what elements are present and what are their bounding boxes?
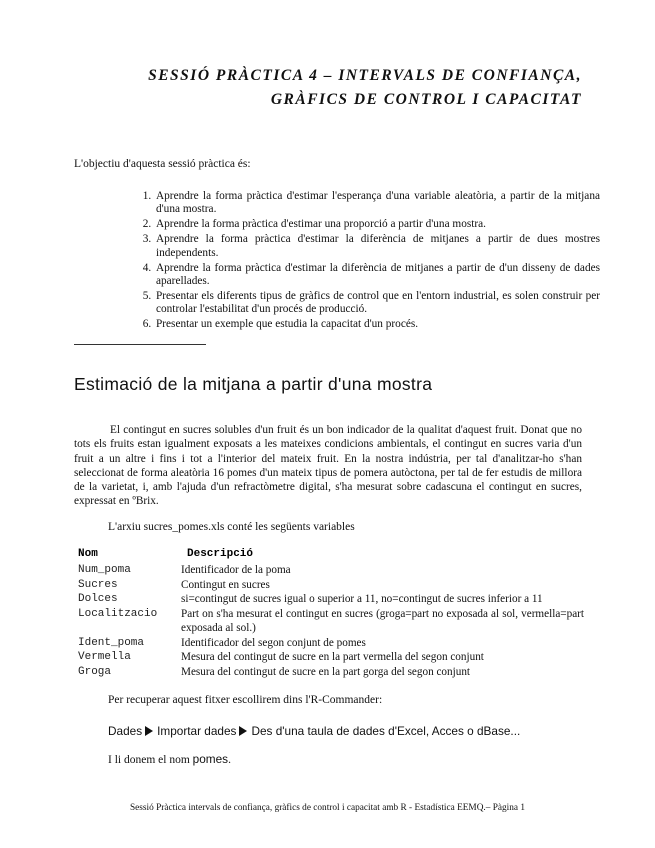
variable-description: Identificador del segon conjunt de pomes <box>181 636 366 649</box>
objective-item: 3. Aprendre la forma pràctica d'estimar la diferència de mitjanes a partir de dues mostres independents. <box>154 233 600 260</box>
variable-description: Part on s'ha mesurat el contingut en sucres (groga=part no exposada al sol, vermella=part exposada al sol.) <box>181 607 584 634</box>
dataset-name: pomes <box>192 752 229 766</box>
intro-text: L'objectiu d'aquesta sessió pràctica és: <box>74 158 251 170</box>
arrow-right-icon <box>239 726 247 736</box>
variable-description: Contingut en sucres <box>181 578 270 591</box>
section-heading: Estimació de la mitjana a partir d'una mostra <box>74 374 433 394</box>
table-row <box>78 636 584 651</box>
variables-table <box>78 547 584 679</box>
table-row <box>78 578 584 593</box>
dataset-name-prefix: I li donem el nom <box>108 754 193 766</box>
table-row <box>78 650 584 665</box>
recover-instruction: Per recuperar aquest fitxer escollirem dins l'R-Commander: <box>108 694 383 706</box>
table-row <box>78 607 584 636</box>
variable-name: Localitzacio <box>78 607 158 620</box>
variable-description: Mesura del contingut de sucre en la part gorga del segon conjunt <box>181 665 471 678</box>
page-footer: Sessió Pràctica intervals de confiança, gràfics de control i capacitat amb R - Estadística EEMQ.– Pàgina 1 <box>130 803 525 813</box>
variable-description: si=contingut de sucres igual o superior a 11, no=contingut de sucres inferior a 11 <box>181 593 543 605</box>
variable-description: Identificador de la poma <box>181 564 291 576</box>
variable-name: Groga <box>78 665 112 678</box>
objective-item: 4. Aprendre la forma pràctica d'estimar la diferència de mitjanes a partir de d'un disseny de dades aparellades. <box>154 262 600 289</box>
objective-item: 5. Presentar els diferents tipus de gràfics de control que en l'entorn industrial, es solen construir per controlar l'estabilitat d'un procés de producció. <box>154 290 600 317</box>
table-row <box>78 665 584 680</box>
objective-item: 1. Aprendre la forma pràctica d'estimar l'esperança d'una variable aleatòria, a partir de la mitjana d'una mostra. <box>154 190 600 217</box>
dataset-name-suffix: . <box>228 754 231 766</box>
dataset-name-line <box>108 752 231 766</box>
variable-name: Ident_poma <box>78 636 145 649</box>
header-description: Descripció <box>187 548 254 560</box>
table-row <box>78 563 584 578</box>
menu-path <box>108 724 520 738</box>
variables-table-header <box>78 547 584 563</box>
menu-step-dades: Dades <box>108 724 143 738</box>
arrow-right-icon <box>145 726 153 736</box>
objective-item: 2. Aprendre la forma pràctica d'estimar una proporció a partir d'una mostra. <box>154 218 600 231</box>
variable-name: Sucres <box>78 578 118 591</box>
variable-name: Dolces <box>78 593 118 605</box>
objective-item: 6. Presentar un exemple que estudia la capacitat d'un procés. <box>154 318 600 331</box>
variable-description: Mesura del contingut de sucre en la part vermella del segon conjunt <box>181 651 484 663</box>
objectives-list <box>136 190 600 333</box>
header-name: Nom <box>78 548 98 560</box>
section-paragraph: El contingut en sucres solubles d'un fruit és un bon indicador de la qualitat d'aquest fruit. Donat que no tots els fruits estan igualment exposats a les mateixes condicions ambientals, el contingut en sucres varia d'un fruit a un altre i fins i tot a l'interior del mateix fruit. En la nostra indústria, per tal d'analitzar-ho s'han seleccionat de forma aleatòria 16 pomes d'un mateix tipus de pomera autòctona, per tal de fer estudis de millora de la varietat, i, amb l'ajuda d'un refractòmetre digital, s'ha mesurat sobre cadascuna el contingut en sucres, expressat en ºBrix. <box>74 424 582 508</box>
title-line-1: SESSIÓ PRÀCTICA 4 – INTERVALS DE CONFIANÇA, <box>148 67 582 84</box>
file-description: L'arxiu sucres_pomes.xls conté les següents variables <box>108 521 355 533</box>
variable-name: Num_poma <box>78 564 131 576</box>
table-row <box>78 592 584 607</box>
title-line-2: GRÀFICS DE CONTROL I CAPACITAT <box>270 91 582 108</box>
menu-step-importar: Importar dades <box>157 724 237 738</box>
footnote-divider <box>74 344 206 345</box>
menu-step-excel: Des d'una taula de dades d'Excel, Acces o dBase... <box>251 724 521 738</box>
variable-name: Vermella <box>78 651 131 663</box>
